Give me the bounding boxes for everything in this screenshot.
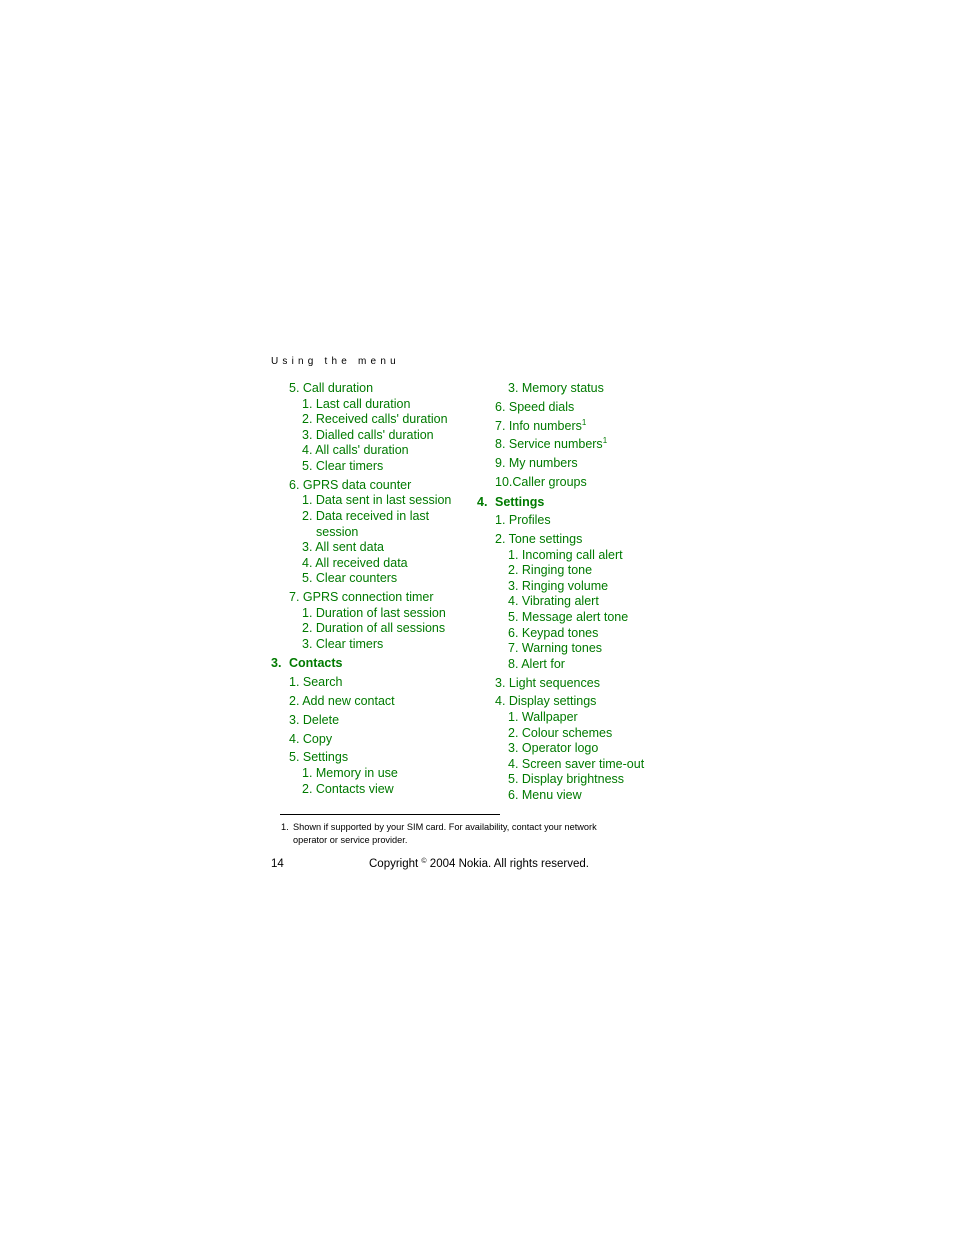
menu-item-label: 2. Ringing tone [508,563,593,578]
menu-item [477,419,677,435]
menu-item-label: 8. Service numbers [495,437,603,452]
menu-item-label: Contacts [289,656,343,671]
menu-item-label: 1. Duration of last session [302,605,446,620]
menu-item [271,571,471,587]
menu-item [477,610,677,626]
menu-item-label: 2. Colour schemes [508,725,613,740]
menu-item [477,741,677,757]
menu-item [271,397,471,413]
menu-item-label: 4. All received data [302,555,408,570]
menu-item-label: 1. Incoming call alert [508,547,623,562]
menu-item [271,493,471,509]
menu-item-label: 3. Light sequences [495,675,600,690]
menu-item-label: Settings [495,494,545,509]
footnote-divider [280,814,500,815]
menu-column-left [271,381,471,797]
menu-item-label: 4. Display settings [495,694,597,709]
menu-item [477,641,677,657]
menu-item-label: 3. Memory status [508,381,604,395]
menu-item [271,459,471,475]
footnote-marker: 1 [581,417,587,427]
menu-item [477,532,677,548]
menu-item [271,509,471,525]
menu-item [477,381,677,397]
menu-item-label: 1. Profiles [495,513,551,528]
copyright-symbol: © [421,858,427,865]
menu-item-label: 8. Alert for [508,656,565,671]
menu-item-label: 2. Received calls' duration [302,412,448,427]
menu-item [477,626,677,642]
menu-item-label: 1. Memory in use [302,765,398,780]
menu-heading-number: 4. [477,494,488,509]
copyright-prefix: Copyright [369,858,419,870]
menu-item-label: session [316,524,359,539]
menu-item [477,788,677,804]
menu-item-label: 3. Dialled calls' duration [302,427,434,442]
menu-item [271,381,471,397]
menu-item [477,456,677,472]
menu-heading-number: 3. [271,656,282,671]
footnote [281,821,631,847]
menu-item [271,675,471,691]
menu-item-label: 5. Message alert tone [508,610,629,625]
menu-item [271,590,471,606]
menu-item-label: 10.Caller groups [495,474,587,489]
section-title: Using the menu [271,356,400,367]
menu-item [477,400,677,416]
menu-item [477,772,677,788]
menu-item-label: 2. Duration of all sessions [302,621,446,636]
menu-item [271,606,471,622]
menu-item [271,782,471,798]
menu-item-label: 5. Clear timers [302,458,384,473]
menu-item [477,563,677,579]
menu-item-label: 1. Wallpaper [508,709,578,724]
menu-column-right [477,381,677,804]
menu-item [271,694,471,710]
menu-heading [477,495,677,511]
footnote-number: 1. [281,822,289,832]
menu-item-label: 9. My numbers [495,456,578,471]
menu-item [271,412,471,428]
menu-item [477,726,677,742]
menu-item [477,594,677,610]
menu-item [271,637,471,653]
menu-item-label: 6. Keypad tones [508,625,599,640]
menu-item-label: 3. Delete [289,712,340,727]
menu-item [271,750,471,766]
menu-item-label: 3. Operator logo [508,741,599,756]
menu-item [477,676,677,692]
menu-item-label: 7. Warning tones [508,641,603,656]
menu-item-label: 7. GPRS connection timer [289,590,434,605]
menu-item-label: 2. Add new contact [289,694,395,709]
menu-item [477,710,677,726]
menu-item-label: 7. Info numbers [495,418,582,433]
menu-item [271,732,471,748]
menu-item [271,766,471,782]
menu-item-label: 6. Speed dials [495,399,575,414]
menu-item-label: 4. Vibrating alert [508,594,599,609]
footnote-text: Shown if supported by your SIM card. For availability, contact your network operator or service provider. [293,822,597,845]
menu-item [477,475,677,491]
footnote-marker: 1 [602,436,608,446]
menu-item [271,428,471,444]
menu-item-label: 5. Call duration [289,381,374,395]
copyright-suffix: 2004 Nokia. All rights reserved. [429,858,589,870]
menu-item-label: 1. Search [289,675,343,690]
menu-item [477,694,677,710]
menu-item-label: 4. Screen saver time-out [508,756,645,771]
menu-item [271,540,471,556]
menu-item-label: 5. Clear counters [302,571,398,586]
menu-item [477,757,677,773]
menu-item [477,437,677,453]
menu-item-label: 5. Settings [289,750,349,765]
menu-item [271,525,471,541]
menu-item-label: 1. Last call duration [302,396,411,411]
menu-heading [271,656,471,672]
menu-item-label: 2. Contacts view [302,781,394,796]
menu-item-label: 2. Tone settings [495,532,583,547]
menu-item [477,548,677,564]
menu-item [271,621,471,637]
menu-item [271,713,471,729]
menu-item-label: 3. Clear timers [302,636,384,651]
menu-item-label: 1. Data sent in last session [302,493,452,508]
menu-item-label: 3. All sent data [302,540,385,555]
copyright-notice [369,858,589,870]
menu-item [271,478,471,494]
menu-item [271,556,471,572]
page-number: 14 [271,858,284,870]
menu-item-label: 5. Display brightness [508,772,625,787]
menu-item-label: 4. All calls' duration [302,443,409,458]
menu-item-label: 2. Data received in last [302,508,430,523]
menu-item [477,657,677,673]
menu-item [477,513,677,529]
menu-item-label: 6. GPRS data counter [289,477,412,492]
menu-item [271,443,471,459]
menu-item [477,579,677,595]
menu-item-label: 3. Ringing volume [508,578,609,593]
menu-item-label: 6. Menu view [508,787,582,802]
menu-item-label: 4. Copy [289,731,333,746]
